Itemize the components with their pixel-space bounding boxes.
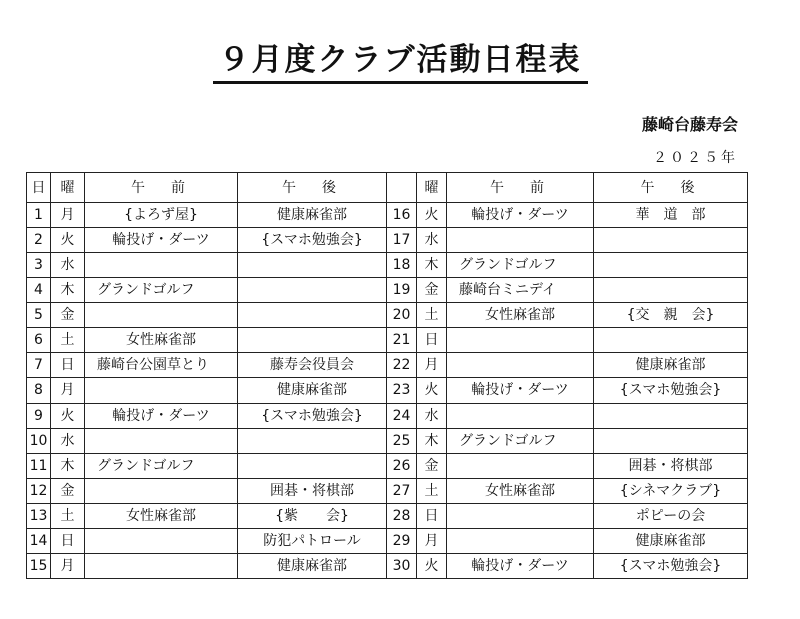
day-cell: 13 bbox=[27, 503, 51, 528]
am-cell: {よろず屋} bbox=[85, 203, 238, 228]
day-cell: 1 bbox=[27, 203, 51, 228]
pm-cell: {スマホ勉強会} bbox=[238, 228, 387, 253]
am-cell: 女性麻雀部 bbox=[85, 328, 238, 353]
table-row bbox=[27, 478, 748, 503]
weekday-cell: 金 bbox=[417, 278, 447, 303]
weekday-cell: 水 bbox=[417, 228, 447, 253]
pm-cell: 健康麻雀部 bbox=[238, 378, 387, 403]
pm-cell: 防犯パトロール bbox=[238, 528, 387, 553]
am-cell: グランドゴルフ bbox=[85, 453, 238, 478]
table-row bbox=[27, 328, 748, 353]
day-cell: 27 bbox=[387, 478, 417, 503]
pm-cell: {スマホ勉強会} bbox=[238, 403, 387, 428]
weekday-cell: 土 bbox=[417, 478, 447, 503]
header-pm: 午 後 bbox=[238, 173, 387, 203]
pm-cell: ポピーの会 bbox=[594, 503, 748, 528]
table-row bbox=[27, 553, 748, 578]
pm-cell bbox=[594, 253, 748, 278]
weekday-cell: 月 bbox=[417, 528, 447, 553]
pm-cell bbox=[594, 278, 748, 303]
day-cell: 25 bbox=[387, 428, 417, 453]
am-cell bbox=[447, 503, 594, 528]
pm-cell bbox=[594, 328, 748, 353]
am-cell: 藤崎台ミニデイ bbox=[447, 278, 594, 303]
weekday-cell: 土 bbox=[51, 503, 85, 528]
day-cell: 10 bbox=[27, 428, 51, 453]
weekday-cell: 金 bbox=[51, 303, 85, 328]
weekday-cell: 火 bbox=[417, 378, 447, 403]
year-label: ２０２５年 bbox=[653, 150, 738, 166]
weekday-cell: 水 bbox=[417, 403, 447, 428]
pm-cell: 華 道 部 bbox=[594, 203, 748, 228]
weekday-cell: 火 bbox=[417, 203, 447, 228]
am-cell: 輪投げ・ダーツ bbox=[85, 228, 238, 253]
weekday-cell: 金 bbox=[417, 453, 447, 478]
day-cell: 18 bbox=[387, 253, 417, 278]
weekday-cell: 木 bbox=[417, 253, 447, 278]
am-cell bbox=[85, 478, 238, 503]
schedule-table bbox=[26, 172, 748, 579]
weekday-cell: 木 bbox=[51, 453, 85, 478]
day-cell: 7 bbox=[27, 353, 51, 378]
pm-cell: {スマホ勉強会} bbox=[594, 378, 748, 403]
table-row bbox=[27, 203, 748, 228]
am-cell: 輪投げ・ダーツ bbox=[447, 378, 594, 403]
weekday-cell: 火 bbox=[51, 228, 85, 253]
weekday-cell: 土 bbox=[51, 328, 85, 353]
pm-cell: 健康麻雀部 bbox=[238, 553, 387, 578]
am-cell: 女性麻雀部 bbox=[447, 303, 594, 328]
weekday-cell: 水 bbox=[51, 253, 85, 278]
weekday-cell: 金 bbox=[51, 478, 85, 503]
am-cell bbox=[85, 553, 238, 578]
header-pm-2: 午 後 bbox=[594, 173, 748, 203]
day-cell: 15 bbox=[27, 553, 51, 578]
pm-cell: 健康麻雀部 bbox=[594, 353, 748, 378]
day-cell: 23 bbox=[387, 378, 417, 403]
pm-cell: 藤寿会役員会 bbox=[238, 353, 387, 378]
am-cell: 輪投げ・ダーツ bbox=[447, 203, 594, 228]
am-cell bbox=[447, 328, 594, 353]
pm-cell bbox=[238, 253, 387, 278]
document-title: ９月度クラブ活動日程表 bbox=[213, 40, 588, 84]
am-cell bbox=[447, 403, 594, 428]
day-cell: 28 bbox=[387, 503, 417, 528]
weekday-cell: 月 bbox=[51, 203, 85, 228]
day-cell: 30 bbox=[387, 553, 417, 578]
am-cell bbox=[447, 228, 594, 253]
day-cell: 20 bbox=[387, 303, 417, 328]
pm-cell: 健康麻雀部 bbox=[238, 203, 387, 228]
weekday-cell: 月 bbox=[51, 378, 85, 403]
day-cell: 9 bbox=[27, 403, 51, 428]
day-cell: 17 bbox=[387, 228, 417, 253]
day-cell: 14 bbox=[27, 528, 51, 553]
table-row bbox=[27, 303, 748, 328]
pm-cell bbox=[238, 453, 387, 478]
am-cell: 輪投げ・ダーツ bbox=[85, 403, 238, 428]
table-row bbox=[27, 403, 748, 428]
header-weekday: 曜 bbox=[51, 173, 85, 203]
table-row bbox=[27, 453, 748, 478]
day-cell: 24 bbox=[387, 403, 417, 428]
pm-cell bbox=[238, 328, 387, 353]
am-cell: グランドゴルフ bbox=[85, 278, 238, 303]
pm-cell: {交 親 会} bbox=[594, 303, 748, 328]
am-cell: グランドゴルフ bbox=[447, 428, 594, 453]
table-row bbox=[27, 528, 748, 553]
day-cell: 26 bbox=[387, 453, 417, 478]
day-cell: 12 bbox=[27, 478, 51, 503]
table-row bbox=[27, 503, 748, 528]
pm-cell: {紫 会} bbox=[238, 503, 387, 528]
weekday-cell: 土 bbox=[417, 303, 447, 328]
weekday-cell: 火 bbox=[51, 403, 85, 428]
pm-cell bbox=[594, 428, 748, 453]
day-cell: 3 bbox=[27, 253, 51, 278]
am-cell bbox=[447, 528, 594, 553]
pm-cell: 囲碁・将棋部 bbox=[238, 478, 387, 503]
weekday-cell: 月 bbox=[51, 553, 85, 578]
day-cell: 5 bbox=[27, 303, 51, 328]
weekday-cell: 日 bbox=[417, 503, 447, 528]
weekday-cell: 火 bbox=[417, 553, 447, 578]
weekday-cell: 月 bbox=[417, 353, 447, 378]
table-row bbox=[27, 278, 748, 303]
header-day-2 bbox=[387, 173, 417, 203]
pm-cell bbox=[238, 303, 387, 328]
organization-name: 藤崎台藤寿会 bbox=[641, 115, 738, 134]
am-cell bbox=[447, 453, 594, 478]
table-row bbox=[27, 428, 748, 453]
weekday-cell: 日 bbox=[51, 353, 85, 378]
weekday-cell: 木 bbox=[417, 428, 447, 453]
document-title-wrap bbox=[0, 40, 800, 84]
am-cell bbox=[85, 253, 238, 278]
table-row bbox=[27, 228, 748, 253]
pm-cell bbox=[594, 228, 748, 253]
am-cell: グランドゴルフ bbox=[447, 253, 594, 278]
pm-cell bbox=[238, 278, 387, 303]
header-am-2: 午 前 bbox=[447, 173, 594, 203]
weekday-cell: 日 bbox=[417, 328, 447, 353]
day-cell: 22 bbox=[387, 353, 417, 378]
pm-cell: {スマホ勉強会} bbox=[594, 553, 748, 578]
am-cell: 輪投げ・ダーツ bbox=[447, 553, 594, 578]
day-cell: 6 bbox=[27, 328, 51, 353]
weekday-cell: 水 bbox=[51, 428, 85, 453]
schedule-body bbox=[27, 203, 748, 579]
header-am: 午 前 bbox=[85, 173, 238, 203]
pm-cell: {シネマクラブ} bbox=[594, 478, 748, 503]
am-cell bbox=[447, 353, 594, 378]
day-cell: 11 bbox=[27, 453, 51, 478]
day-cell: 2 bbox=[27, 228, 51, 253]
pm-cell: 健康麻雀部 bbox=[594, 528, 748, 553]
day-cell: 19 bbox=[387, 278, 417, 303]
weekday-cell: 日 bbox=[51, 528, 85, 553]
header-row bbox=[27, 173, 748, 203]
am-cell: 女性麻雀部 bbox=[447, 478, 594, 503]
day-cell: 8 bbox=[27, 378, 51, 403]
table-row bbox=[27, 378, 748, 403]
day-cell: 16 bbox=[387, 203, 417, 228]
header-day: 日 bbox=[27, 173, 51, 203]
header-weekday-2: 曜 bbox=[417, 173, 447, 203]
day-cell: 21 bbox=[387, 328, 417, 353]
table-row bbox=[27, 353, 748, 378]
pm-cell bbox=[594, 403, 748, 428]
am-cell: 女性麻雀部 bbox=[85, 503, 238, 528]
am-cell bbox=[85, 303, 238, 328]
pm-cell: 囲碁・将棋部 bbox=[594, 453, 748, 478]
weekday-cell: 木 bbox=[51, 278, 85, 303]
pm-cell bbox=[238, 428, 387, 453]
am-cell: 藤崎台公園草とり bbox=[85, 353, 238, 378]
am-cell bbox=[85, 378, 238, 403]
table-row bbox=[27, 253, 748, 278]
day-cell: 29 bbox=[387, 528, 417, 553]
am-cell bbox=[85, 428, 238, 453]
am-cell bbox=[85, 528, 238, 553]
day-cell: 4 bbox=[27, 278, 51, 303]
